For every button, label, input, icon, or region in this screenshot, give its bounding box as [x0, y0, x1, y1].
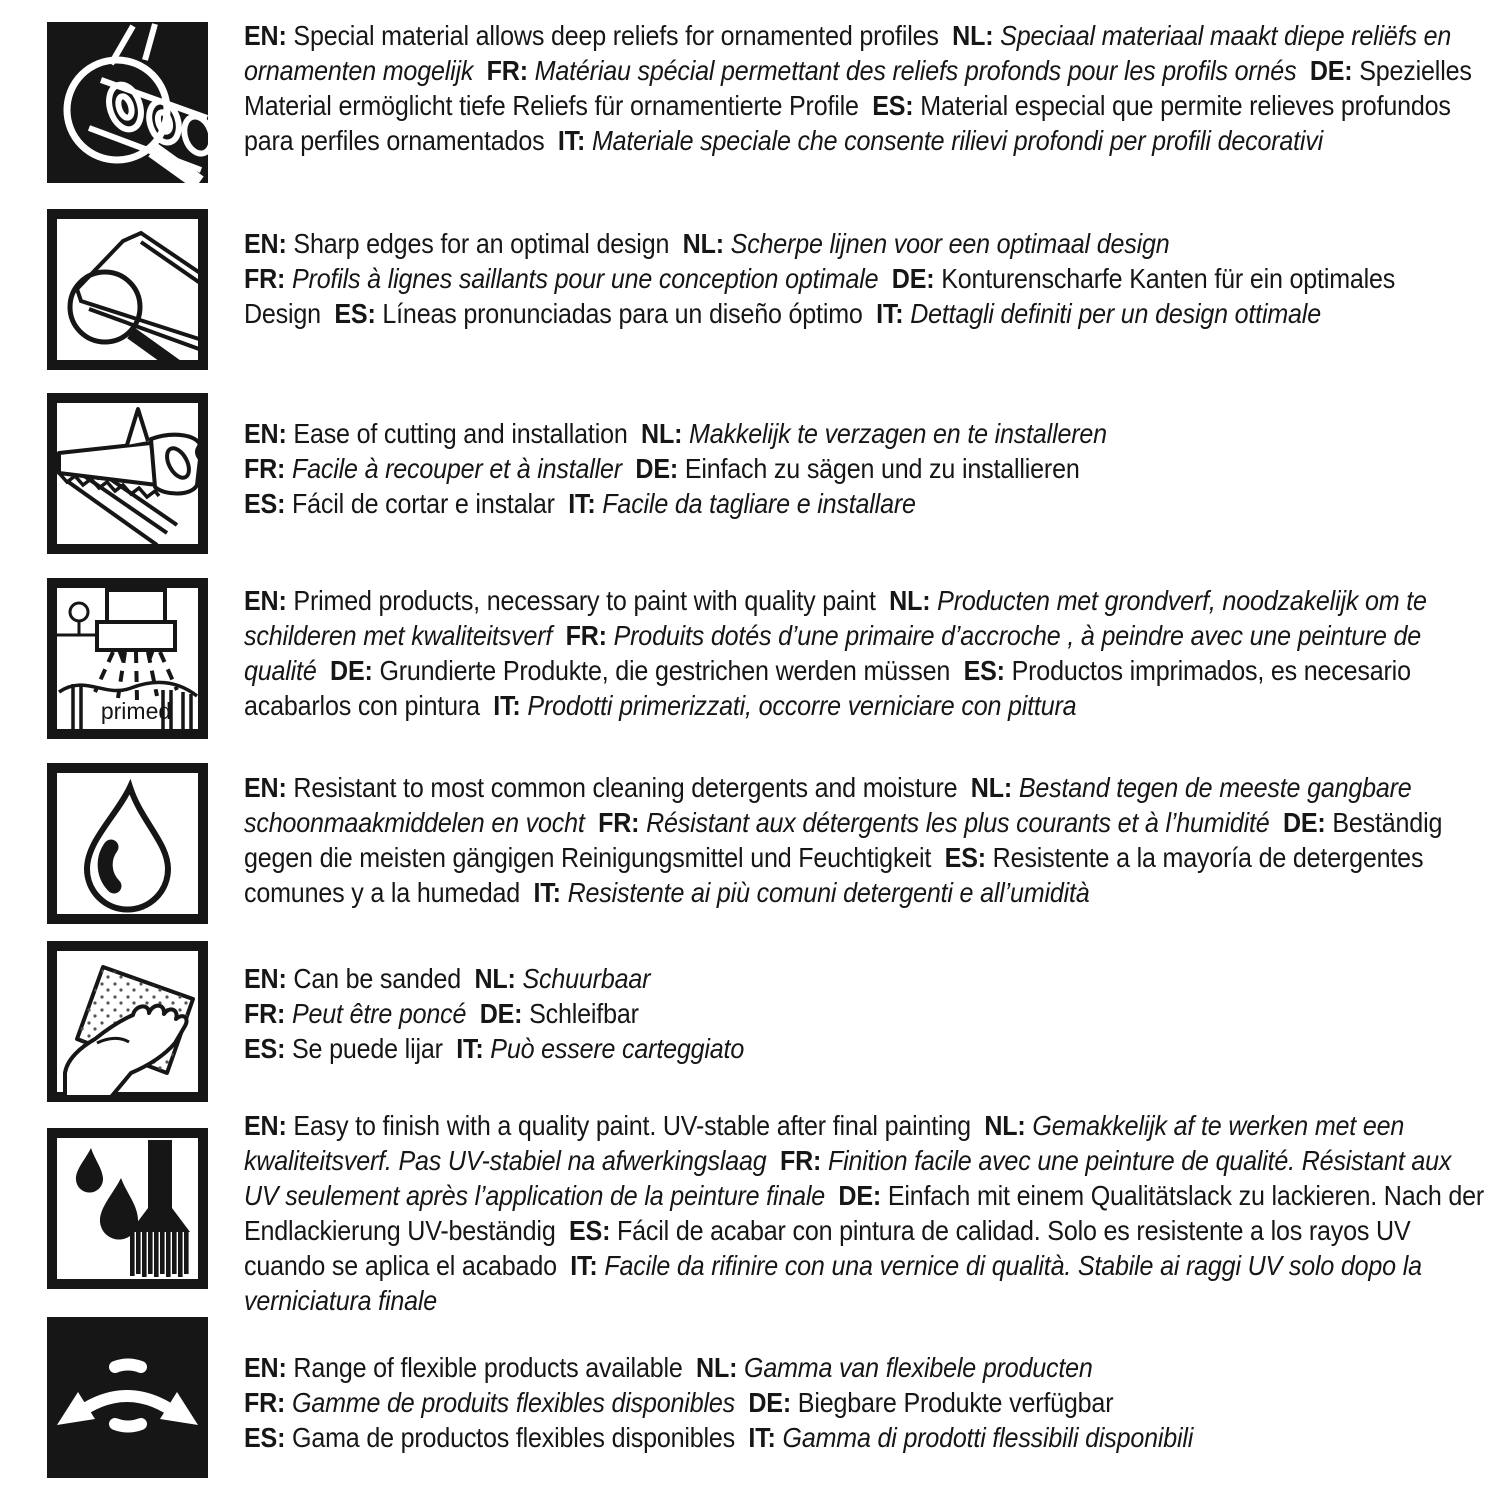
language-label: DE: [891, 263, 935, 294]
language-label: ES: [244, 1422, 286, 1453]
feature-segment [493, 690, 1076, 721]
feature-segment [635, 453, 1079, 484]
feature-description: Gamma van flexibele producten [737, 1352, 1093, 1383]
hand-saw-icon [47, 393, 208, 554]
feature-description: Schleifbar [522, 998, 639, 1029]
language-label: FR: [244, 453, 286, 484]
feature-text [244, 583, 1488, 723]
feature-text [244, 1108, 1488, 1318]
feature-description: Fácil de cortar e instalar [285, 488, 555, 519]
language-label: DE: [1309, 55, 1353, 86]
feature-segment [568, 488, 916, 519]
feature-segment [696, 1352, 1093, 1383]
ornamented-profile-magnifier-icon [47, 22, 208, 183]
feature-description: Scherpe lijnen voor een optimaal design [723, 228, 1170, 259]
language-label: IT: [493, 690, 521, 721]
feature-segment [244, 453, 622, 484]
language-label: EN: [244, 585, 287, 616]
water-droplet-icon [47, 763, 208, 924]
feature-description: Produits dotés d’une primaire d’accroche , à peindre avec une peinture de qualité [244, 620, 1422, 686]
language-label: DE: [479, 998, 523, 1029]
feature-description: Sharp edges for an optimal design [286, 228, 670, 259]
feature-description: Speciaal materiaal maakt diepe reliëfs en ornamenten mogelijk [244, 20, 1452, 86]
flexible-arrow-icon [47, 1317, 208, 1478]
feature-description: Range of flexible products available [286, 1352, 683, 1383]
feature-description: Gamme de produits flexibles disponibles [285, 1387, 735, 1418]
feature-description: Schuurbaar [515, 963, 651, 994]
feature-description: Beständig gegen die meisten gängigen Reinigungsmittel und Feuchtigkeit [244, 807, 1443, 873]
feature-segment [598, 807, 1269, 838]
feature-description: Può essere carteggiato [483, 1033, 745, 1064]
feature-description: Dettagli definiti per un design ottimale [903, 298, 1321, 329]
feature-segment [641, 418, 1107, 449]
feature-segment [534, 877, 1090, 908]
feature-description: Primed products, necessary to paint with quality paint [286, 585, 876, 616]
feature-description: Matériau spécial permettant des reliefs profonds pour les profils ornés [527, 55, 1297, 86]
feature-segment [244, 488, 555, 519]
feature-segment [244, 772, 957, 803]
feature-segment [244, 418, 628, 449]
feature-description: Einfach zu sägen und zu installieren [678, 453, 1080, 484]
language-label: DE: [635, 453, 679, 484]
feature-description: Se puede lijar [285, 1033, 443, 1064]
language-label: IT: [568, 488, 596, 519]
feature-description: Gama de productos flexibles disponibles [285, 1422, 735, 1453]
language-label: ES: [944, 842, 986, 873]
feature-description: Ease of cutting and installation [286, 418, 628, 449]
language-label: IT: [748, 1422, 776, 1453]
language-label: ES: [963, 655, 1005, 686]
language-label: ES: [872, 90, 914, 121]
language-label: NL: [696, 1352, 738, 1383]
language-label: DE: [1282, 807, 1326, 838]
feature-segment [244, 585, 876, 616]
language-label: EN: [244, 228, 287, 259]
language-label: NL: [889, 585, 931, 616]
language-label: FR: [486, 55, 528, 86]
language-label: IT: [876, 298, 904, 329]
language-label: IT: [456, 1033, 484, 1064]
language-label: NL: [984, 1110, 1026, 1141]
feature-segment [480, 998, 639, 1029]
feature-description: Spezielles Material ermöglicht tiefe Reliefs für ornamentierte Profile [244, 55, 1472, 121]
feature-text [244, 1350, 1488, 1455]
language-label: NL: [474, 963, 516, 994]
feature-description: Einfach mit einem Qualitätslack zu lackieren. Nach der Endlackierung UV-beständig [244, 1180, 1485, 1246]
language-label: ES: [569, 1215, 611, 1246]
feature-segment [244, 963, 461, 994]
language-label: FR: [565, 620, 607, 651]
feature-description: Can be sanded [286, 963, 462, 994]
language-label: IT: [570, 1250, 598, 1281]
feature-segment [683, 228, 1170, 259]
feature-description: Resistente ai più comuni detergenti e all’umidità [560, 877, 1090, 908]
feature-segment [244, 20, 939, 51]
language-label: IT: [533, 877, 561, 908]
feature-segment [475, 963, 651, 994]
language-label: FR: [244, 1387, 286, 1418]
feature-segment [487, 55, 1297, 86]
language-label: FR: [779, 1145, 822, 1176]
language-label: NL: [641, 418, 683, 449]
language-label: EN: [244, 418, 287, 449]
feature-segment [244, 263, 878, 294]
feature-segment [330, 655, 950, 686]
feature-segment [244, 1422, 735, 1453]
language-label: IT: [557, 125, 586, 156]
feature-description: Profils à lignes saillants pour une conception optimale [285, 263, 879, 294]
feature-segment [748, 1422, 1193, 1453]
language-label: FR: [598, 807, 640, 838]
feature-description: Facile da tagliare e installare [595, 488, 916, 519]
feature-description: Fácil de acabar con pintura de calidad. Solo es resistente a los rayos UV cuando se aplica el acabado [244, 1215, 1411, 1281]
feature-text [244, 18, 1488, 158]
feature-description: Material especial que permite relieves profundos para perfiles ornamentados [244, 90, 1451, 156]
language-label: FR: [244, 998, 286, 1029]
language-label: NL: [682, 228, 724, 259]
feature-segment [558, 125, 1323, 156]
feature-text [244, 770, 1488, 910]
primer-spray-icon [47, 578, 208, 739]
language-label: FR: [244, 263, 286, 294]
feature-description: Resistant to most common cleaning detergents and moisture [286, 772, 958, 803]
feature-description: Special material allows deep reliefs for ornamented profiles [286, 20, 939, 51]
paint-drops-brush-icon [47, 1128, 208, 1289]
feature-segment [244, 998, 466, 1029]
feature-description: Materiale speciale che consente rilievi profondi per profili decorativi [585, 125, 1324, 156]
language-label: EN: [244, 963, 287, 994]
language-label: ES: [244, 488, 286, 519]
feature-description: Grundierte Produkte, die gestrichen werden müssen [372, 655, 951, 686]
sharp-edges-magnifier-icon [47, 209, 208, 370]
feature-text [244, 226, 1488, 331]
feature-description: Résistant aux détergents les plus courants et à l’humidité [639, 807, 1270, 838]
language-label: NL: [970, 772, 1013, 803]
language-label: DE: [748, 1387, 791, 1418]
feature-description: Gemakkelijk af te werken met een kwaliteitsverf. Pas UV-stabiel na afwerkingslaag [244, 1110, 1405, 1176]
language-label: EN: [244, 20, 287, 51]
language-label: ES: [334, 298, 376, 329]
feature-description: Gamma di prodotti flessibili disponibili [775, 1422, 1194, 1453]
feature-segment [244, 1033, 443, 1064]
feature-description: Bestand tegen de meeste gangbare schoonmaakmiddelen en vocht [244, 772, 1412, 838]
feature-description: Facile da rifinire con una vernice di qualità. Stabile ai raggi UV solo dopo la verniciatura finale [244, 1250, 1422, 1316]
feature-segment [244, 1110, 971, 1141]
feature-description: Easy to finish with a quality paint. UV-stable after final painting [286, 1110, 971, 1141]
feature-text [244, 416, 1488, 521]
feature-segment [334, 298, 862, 329]
svg-text:primed: primed [100, 698, 172, 724]
language-label: EN: [244, 1352, 287, 1383]
feature-segment [876, 298, 1321, 329]
language-label: DE: [838, 1180, 882, 1211]
feature-description: Productos imprimados, es necesario acabarlos con pintura [244, 655, 1411, 721]
feature-description: Finition facile avec une peinture de qualité. Résistant aux UV seulement après l’application de la peinture finale [244, 1145, 1452, 1211]
feature-description: Konturenscharfe Kanten für ein optimales Design [244, 263, 1396, 329]
feature-segment [244, 228, 669, 259]
language-label: ES: [244, 1033, 286, 1064]
sanding-hand-icon [47, 941, 208, 1102]
feature-description: Producten met grondverf, noodzakelijk om te schilderen met kwaliteitsverf [244, 585, 1427, 651]
feature-segment [748, 1387, 1113, 1418]
feature-description: Biegbare Produkte verfügbar [790, 1387, 1114, 1418]
feature-description: Makkelijk te verzagen en te installeren [682, 418, 1107, 449]
feature-text [244, 961, 1488, 1066]
feature-description: Resistente a la mayoría de detergentes comunes y a la humedad [244, 842, 1424, 908]
feature-description: Líneas pronunciadas para un diseño óptimo [375, 298, 863, 329]
language-label: EN: [244, 772, 287, 803]
language-label: NL: [952, 20, 994, 51]
feature-description: Prodotti primerizzati, occorre verniciare con pittura [520, 690, 1077, 721]
language-label: EN: [244, 1110, 287, 1141]
feature-segment [456, 1033, 744, 1064]
feature-description: Peut être poncé [285, 998, 467, 1029]
language-label: DE: [330, 655, 373, 686]
feature-description: Facile à recouper et à installer [285, 453, 622, 484]
feature-segment [244, 1352, 683, 1383]
feature-segment [244, 1387, 735, 1418]
